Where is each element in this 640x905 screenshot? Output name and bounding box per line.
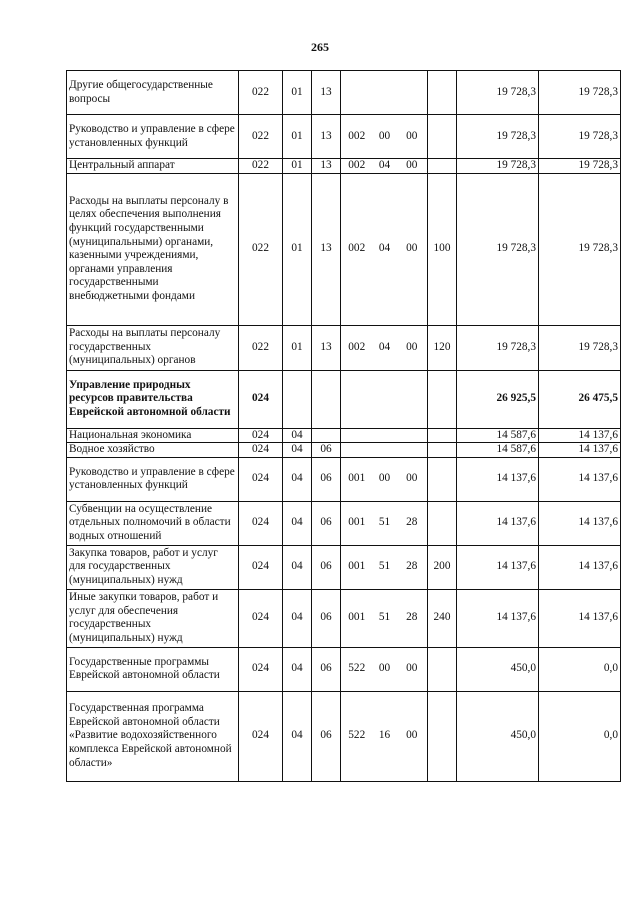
row-name: Национальная экономика	[67, 428, 239, 443]
row-amount-year-1: 26 925,5	[457, 370, 539, 428]
row-amount-year-2: 26 475,5	[539, 370, 621, 428]
table-row	[67, 443, 621, 458]
row-section-code: 01	[283, 71, 312, 115]
row-grbs-code: 022	[239, 159, 283, 174]
row-target-code-direction	[397, 428, 428, 443]
table-row	[67, 159, 621, 174]
row-name: Центральный аппарат	[67, 159, 239, 174]
table-row	[67, 173, 621, 325]
row-target-code-program	[341, 443, 373, 458]
row-target-code-program: 002	[341, 173, 373, 325]
row-section-code: 04	[283, 428, 312, 443]
row-subsection-code: 13	[312, 159, 341, 174]
row-target-code-direction: 28	[397, 545, 428, 589]
row-target-code-subprogram: 51	[373, 501, 397, 545]
table-row	[67, 325, 621, 370]
row-expense-type-code	[428, 691, 457, 781]
row-amount-year-1: 450,0	[457, 691, 539, 781]
row-name: Расходы на выплаты персоналу государственных (муниципальных) органов	[67, 325, 239, 370]
row-name: Государственная программа Еврейской автономной области «Развитие водохозяйственного комплекса Еврейской автономной области»	[67, 691, 239, 781]
row-expense-type-code	[428, 370, 457, 428]
row-expense-type-code	[428, 159, 457, 174]
row-target-code-program: 001	[341, 501, 373, 545]
table-row	[67, 71, 621, 115]
row-expense-type-code	[428, 115, 457, 159]
row-target-code-subprogram	[373, 428, 397, 443]
row-name: Закупка товаров, работ и услуг для государственных (муниципальных) нужд	[67, 545, 239, 589]
row-expense-type-code	[428, 647, 457, 691]
row-grbs-code: 024	[239, 428, 283, 443]
row-grbs-code: 024	[239, 647, 283, 691]
row-subsection-code: 06	[312, 443, 341, 458]
row-target-code-subprogram: 51	[373, 589, 397, 647]
row-expense-type-code: 200	[428, 545, 457, 589]
row-amount-year-1: 14 137,6	[457, 501, 539, 545]
row-grbs-code: 024	[239, 691, 283, 781]
budget-table	[66, 70, 621, 782]
row-subsection-code: 06	[312, 589, 341, 647]
row-subsection-code: 13	[312, 115, 341, 159]
row-expense-type-code: 240	[428, 589, 457, 647]
row-grbs-code: 024	[239, 545, 283, 589]
row-target-code-program	[341, 71, 373, 115]
row-grbs-code: 024	[239, 501, 283, 545]
row-expense-type-code: 120	[428, 325, 457, 370]
row-target-code-subprogram: 16	[373, 691, 397, 781]
row-grbs-code: 024	[239, 370, 283, 428]
row-grbs-code: 022	[239, 325, 283, 370]
row-subsection-code: 06	[312, 647, 341, 691]
row-name: Руководство и управление в сфере установленных функций	[67, 115, 239, 159]
row-name: Иные закупки товаров, работ и услуг для обеспечения государственных (муниципальных) нужд	[67, 589, 239, 647]
row-section-code: 01	[283, 159, 312, 174]
row-expense-type-code	[428, 501, 457, 545]
row-amount-year-2: 14 137,6	[539, 545, 621, 589]
row-amount-year-2: 14 137,6	[539, 589, 621, 647]
row-target-code-program: 002	[341, 325, 373, 370]
row-target-code-subprogram	[373, 443, 397, 458]
row-target-code-program: 522	[341, 647, 373, 691]
row-amount-year-1: 14 587,6	[457, 443, 539, 458]
row-amount-year-2: 19 728,3	[539, 71, 621, 115]
row-target-code-direction: 00	[397, 691, 428, 781]
row-grbs-code: 022	[239, 115, 283, 159]
row-target-code-program	[341, 428, 373, 443]
row-section-code: 01	[283, 325, 312, 370]
row-target-code-subprogram	[373, 370, 397, 428]
row-amount-year-1: 14 587,6	[457, 428, 539, 443]
row-target-code-direction: 00	[397, 457, 428, 501]
row-expense-type-code	[428, 457, 457, 501]
row-section-code: 04	[283, 647, 312, 691]
row-target-code-program: 002	[341, 115, 373, 159]
row-amount-year-2: 19 728,3	[539, 325, 621, 370]
row-target-code-program: 001	[341, 589, 373, 647]
table-row	[67, 501, 621, 545]
row-amount-year-2: 19 728,3	[539, 115, 621, 159]
row-name: Субвенции на осуществление отдельных полномочий в области водных отношений	[67, 501, 239, 545]
table-row	[67, 647, 621, 691]
row-name: Расходы на выплаты персоналу в целях обеспечения выполнения функций государственными (муниципальными) органами, казенными учреждениями, органами управления государственными внебюджетными фондами	[67, 173, 239, 325]
row-section-code: 04	[283, 589, 312, 647]
row-amount-year-1: 19 728,3	[457, 173, 539, 325]
row-target-code-program: 522	[341, 691, 373, 781]
row-section-code: 01	[283, 115, 312, 159]
row-name: Другие общегосударственные вопросы	[67, 71, 239, 115]
row-amount-year-1: 14 137,6	[457, 545, 539, 589]
row-target-code-subprogram	[373, 71, 397, 115]
row-target-code-direction: 00	[397, 159, 428, 174]
row-subsection-code: 13	[312, 71, 341, 115]
row-subsection-code: 06	[312, 457, 341, 501]
row-target-code-direction: 28	[397, 501, 428, 545]
table-row	[67, 428, 621, 443]
row-expense-type-code	[428, 71, 457, 115]
row-section-code: 04	[283, 443, 312, 458]
row-target-code-direction: 00	[397, 173, 428, 325]
row-grbs-code: 024	[239, 443, 283, 458]
row-target-code-program: 002	[341, 159, 373, 174]
row-section-code: 04	[283, 457, 312, 501]
row-target-code-subprogram: 51	[373, 545, 397, 589]
row-subsection-code	[312, 428, 341, 443]
table-row	[67, 457, 621, 501]
row-grbs-code: 022	[239, 173, 283, 325]
row-name: Государственные программы Еврейской автономной области	[67, 647, 239, 691]
row-grbs-code: 024	[239, 589, 283, 647]
row-section-code	[283, 370, 312, 428]
table-row	[67, 115, 621, 159]
row-section-code: 01	[283, 173, 312, 325]
row-amount-year-2: 14 137,6	[539, 501, 621, 545]
table-row	[67, 589, 621, 647]
row-amount-year-1: 450,0	[457, 647, 539, 691]
row-amount-year-2: 19 728,3	[539, 159, 621, 174]
row-expense-type-code	[428, 443, 457, 458]
row-subsection-code: 06	[312, 501, 341, 545]
row-amount-year-1: 19 728,3	[457, 159, 539, 174]
row-target-code-direction: 00	[397, 647, 428, 691]
table-row	[67, 370, 621, 428]
row-subsection-code: 13	[312, 325, 341, 370]
row-amount-year-2: 14 137,6	[539, 457, 621, 501]
row-target-code-subprogram: 00	[373, 115, 397, 159]
page-number: 265	[311, 40, 329, 54]
row-expense-type-code: 100	[428, 173, 457, 325]
table-row	[67, 691, 621, 781]
row-target-code-subprogram: 00	[373, 647, 397, 691]
row-section-code: 04	[283, 691, 312, 781]
row-target-code-direction	[397, 71, 428, 115]
row-target-code-program: 001	[341, 545, 373, 589]
row-target-code-direction: 00	[397, 115, 428, 159]
row-grbs-code: 024	[239, 457, 283, 501]
row-name: Водное хозяйство	[67, 443, 239, 458]
row-amount-year-2: 14 137,6	[539, 443, 621, 458]
row-grbs-code: 022	[239, 71, 283, 115]
row-target-code-subprogram: 04	[373, 325, 397, 370]
row-subsection-code: 13	[312, 173, 341, 325]
row-target-code-direction: 28	[397, 589, 428, 647]
row-target-code-direction	[397, 370, 428, 428]
row-subsection-code: 06	[312, 545, 341, 589]
row-subsection-code: 06	[312, 691, 341, 781]
row-amount-year-1: 19 728,3	[457, 115, 539, 159]
row-target-code-program	[341, 370, 373, 428]
row-subsection-code	[312, 370, 341, 428]
row-target-code-program: 001	[341, 457, 373, 501]
row-section-code: 04	[283, 501, 312, 545]
table-row	[67, 545, 621, 589]
row-amount-year-2: 14 137,6	[539, 428, 621, 443]
row-amount-year-1: 19 728,3	[457, 71, 539, 115]
row-section-code: 04	[283, 545, 312, 589]
row-amount-year-1: 14 137,6	[457, 589, 539, 647]
row-target-code-direction	[397, 443, 428, 458]
row-target-code-subprogram: 04	[373, 173, 397, 325]
row-target-code-direction: 00	[397, 325, 428, 370]
row-name: Руководство и управление в сфере установленных функций	[67, 457, 239, 501]
row-amount-year-2: 0,0	[539, 691, 621, 781]
row-name: Управление природных ресурсов правительства Еврейской автономной области	[67, 370, 239, 428]
row-amount-year-2: 19 728,3	[539, 173, 621, 325]
row-target-code-subprogram: 00	[373, 457, 397, 501]
row-amount-year-1: 19 728,3	[457, 325, 539, 370]
row-amount-year-1: 14 137,6	[457, 457, 539, 501]
row-expense-type-code	[428, 428, 457, 443]
row-amount-year-2: 0,0	[539, 647, 621, 691]
row-target-code-subprogram: 04	[373, 159, 397, 174]
